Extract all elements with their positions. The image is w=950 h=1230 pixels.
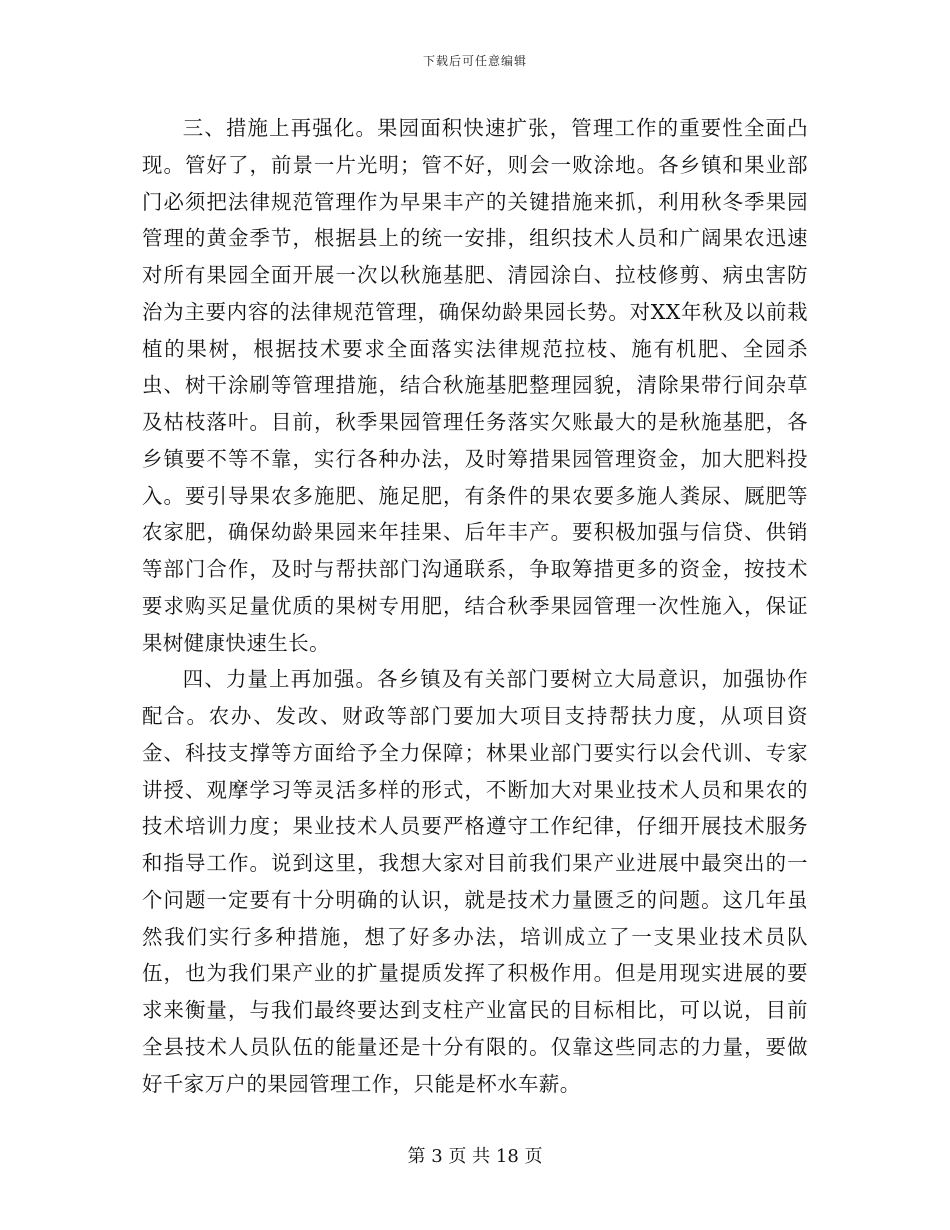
page-label-prefix: 第 xyxy=(407,1146,426,1167)
paragraph-strength: 四、力量上再加强。各乡镇及有关部门要树立大局意识，加强协作配合。农办、发改、财政等部门要加大项目支持帮扶力度，从项目资金、科技支撑等方面给予全力保障；林果业部门要实行以会代训、专家讲授、观摩学习等灵活多样的形式，不断加大对果业技术人员和果农的技术培训力度；果业技术人员要严格遵守工作纪律，仔细开展技术服务和指导工作。说到这里，我想大家对目前我们果产业进展中最突出的一个问题一定要有十分明确的认识，就是技术力量匮乏的问题。这几年虽然我们实行多种措施，想了好多办法，培训成立了一支果业技术员队伍，也为我们果产业的扩量提质发挥了积极作用。但是用现实进展的要求来衡量，与我们最终要达到支柱产业富民的目标相比，可以说，目前全县技术人员队伍的能量还是十分有限的。仅靠这些同志的力量，要做好千家万户的果园管理工作，只能是杯水车薪。 xyxy=(142,667,808,1096)
page-header-note: 下载后可任意编辑 xyxy=(422,54,527,68)
page-label-middle: 页 共 xyxy=(448,1146,491,1167)
total-pages-number: 18 xyxy=(495,1146,519,1167)
paragraph-measures: 三、措施上再强化。果园面积快速扩张，管理工作的重要性全面凸现。管好了，前景一片光明；管不好，则会一败涂地。各乡镇和果业部门必须把法律规范管理作为早果丰产的关键措施来抓，利用秋冬季果园管理的黄金季节，根据县上的统一安排，组织技术人员和广阔果农迅速对所有果园全面开展一次以秋施基肥、清园涂白、拉枝修剪、病虫害防治为主要内容的法律规范管理，确保幼龄果园长势。对XX年秋及以前栽植的果树，根据技术要求全面落实法律规范拉枝、施有机肥、全园杀虫、树干涂刷等管理措施，结合秋施基肥整理园貌，清除果带行间杂草及枯枝落叶。目前，秋季果园管理任务落实欠账最大的是秋施基肥，各乡镇要不等不靠，实行各种办法，及时筹措果园管理资金，加大肥料投入。要引导果农多施肥、施足肥，有条件的果农要多施人粪尿、厩肥等农家肥，确保幼龄果园来年挂果、后年丰产。要积极加强与信贷、供销等部门合作，及时与帮扶部门沟通联系，争取筹措更多的资金，按技术要求购买足量优质的果树专用肥，结合秋季果园管理一次性施入，保证果树健康快速生长。 xyxy=(142,116,808,655)
page-number xyxy=(0,1142,950,1168)
current-page-number: 3 xyxy=(431,1146,443,1167)
page-label-suffix: 页 xyxy=(524,1146,543,1167)
document-body xyxy=(142,110,808,1102)
